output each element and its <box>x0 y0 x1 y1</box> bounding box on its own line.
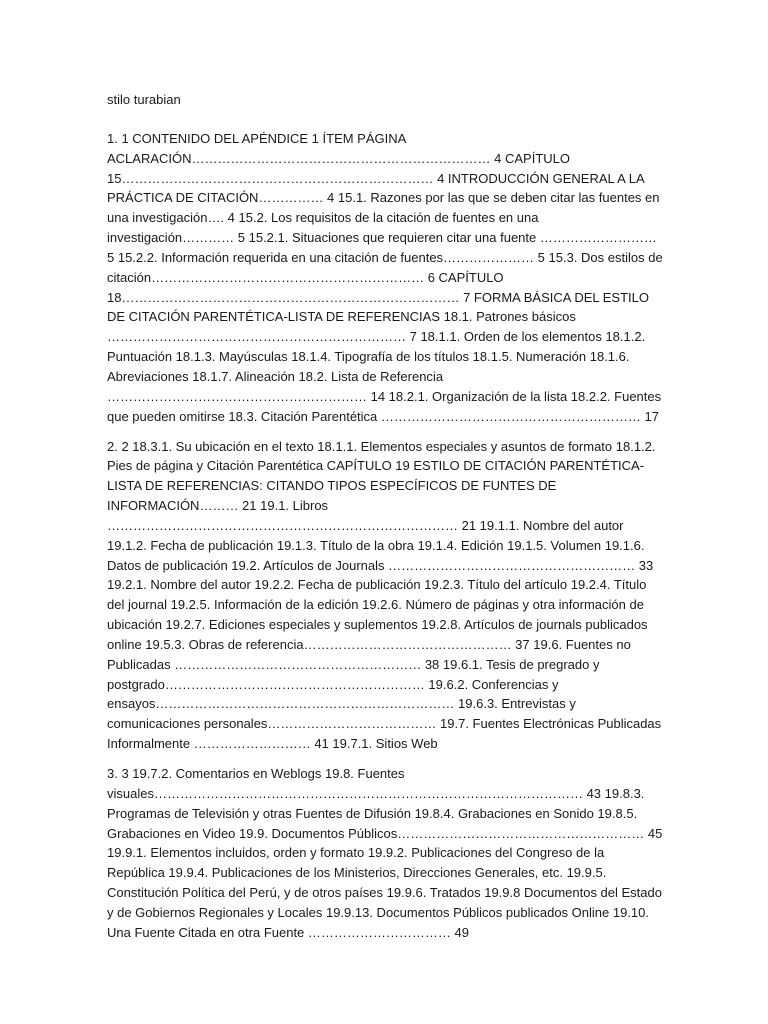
toc-paragraph-3: 3. 3 19.7.2. Comentarios en Weblogs 19.8. Fuentes visuales……………………………………………………………………………………… 43 19.8.3. Programas de Televisión y otras Fuentes de Difusión 19.8.4. Grabaciones en Sonido 19.8.5. Grabaciones en Video 19.9. Documentos Públicos………………………………………………… 45 19.9.1. Elementos incluidos, orden y formato 19.9.2. Publicaciones del Congreso de la República 19.9.4. Publicaciones de los Ministerios, Direcciones Generales, etc. 19.9.5. Constitución Política del Perú, y de otros países 19.9.6. Tratados 19.9.8 Documentos del Estado y de Gobiernos Regionales y Locales 19.9.13. Documentos Públicos publicados Online 19.10. Una Fuente Citada en otra Fuente …………………………… 49 <box>107 766 663 940</box>
document-title: stilo turabian <box>107 92 181 107</box>
toc-paragraph-2: 2. 2 18.3.1. Su ubicación en el texto 18.1.1. Elementos especiales y asuntos de formato 18.1.2. Pies de página y Citación Parentética CAPÍTULO 19 ESTILO DE CITACIÓN PARENTÉTICA-LISTA DE REFERENCIAS: CITANDO TIPOS ESPECÍFICOS DE FUNTES DE INFORMACIÓN……… 21 19.1. Libros ……………………………………………………………………… 21 19.1.1. Nombre del autor 19.1.2. Fecha de publicación 19.1.3. Título de la obra 19.1.4. Edición 19.1.5. Volumen 19.1.6. Datos de publicación 19.2. Artículos de Journals ………………………………………………… 33 19.2.1. Nombre del autor 19.2.2. Fecha de publicación 19.2.3. Título del artículo 19.2.4. Título del journal 19.2.5. Información de la edición 19.2.6. Número de páginas y otra información de ubicación 19.2.7. Ediciones especiales y suplementos 19.2.8. Artículos de journals publicados online 19.5.3. Obras de referencia………………………………………… 37 19.6. Fuentes no Publicadas ………………………………………………… 38 19.6.1. Tesis de pregrado y postgrado…………………………………………………… 19.6.2. Conferencias y ensayos…………………………………………………………… 19.6.3. Entrevistas y comunicaciones personales………………………………… 19.7. Fuentes Electrónicas Publicadas Informalmente ……………………… 41 19.7.1. Sitios Web <box>107 438 662 752</box>
toc-paragraph-1: 1. 1 CONTENIDO DEL APÉNDICE 1 ÍTEM PÁGINA ACLARACIÓN…………………………………………………………… 4 CAPÍTULO 15……………………………………………………………… 4 INTRODUCCIÓN GENERAL A LA PRÁCTICA DE CITACIÓN…………… 4 15.1. Razones por las que se deben citar las fuentes en una investigación…. 4 15.2. Los requisitos de la citación de fuentes en una investigación………… 5 15.2.1. Situaciones que requieren citar una fuente ……………………… 5 15.2.2. Información requerida en una citación de fuentes………………… 5 15.3. Dos estilos de citación……………………………………………………… 6 CAPÍTULO 18…………………………………………………………………… 7 FORMA BÁSICA DEL ESTILO DE CITACIÓN PARENTÉTICA-LISTA DE REFERENCIAS 18.1. Patrones básicos …………………………………………………………… 7 18.1.1. Orden de los elementos 18.1.2. Puntuación 18.1.3. Mayúsculas 18.1.4. Tipografía de los títulos 18.1.5. Numeración 18.1.6. Abreviaciones 18.1.7. Alineación 18.2. Lista de Referencia …………………………………………………… 14 18.2.1. Organización de la lista 18.2.2. Fuentes que pueden omitirse 18.3. Citación Parentética …………………………………………………… 17 <box>107 130 663 424</box>
document-body <box>107 90 663 953</box>
